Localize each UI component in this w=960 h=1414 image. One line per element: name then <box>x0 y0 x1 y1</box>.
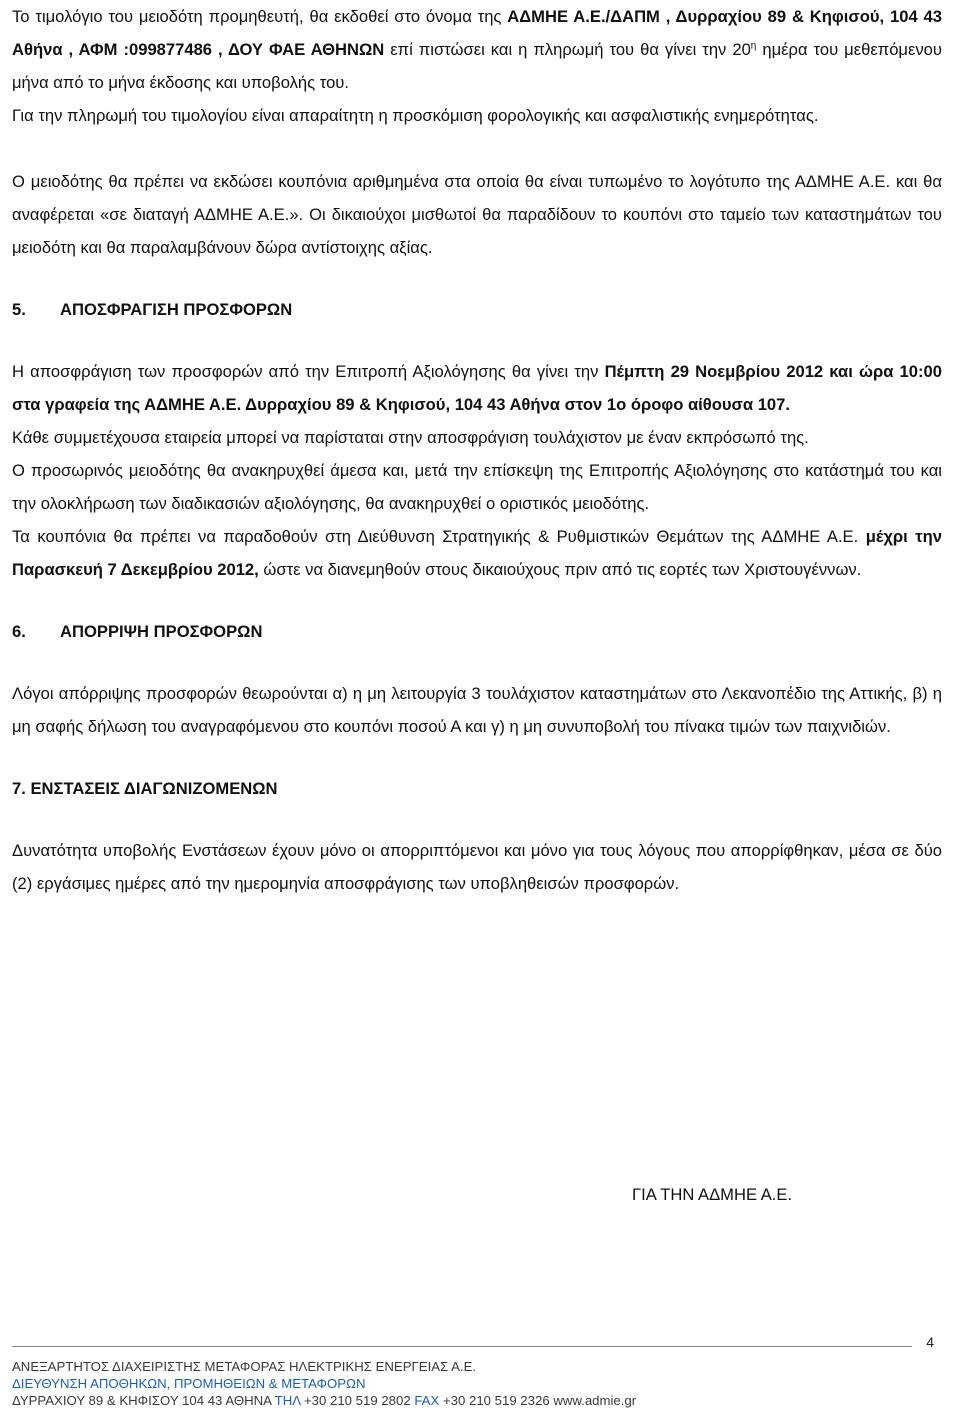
delivery-paragraph <box>12 520 942 586</box>
opening-paragraph <box>12 355 942 421</box>
coupons-paragraph: Ο μειοδότης θα πρέπει να εκδώσει κουπόνια αριθμημένα στα οποία θα είναι τυπωμένο το λογότυπο της ΑΔΜΗΕ Α.Ε. και θα αναφέρεται «σε διαταγή ΑΔΜΗΕ Α.Ε.». Οι δικαιούχοι μισθωτοί θα παραδίδουν το κουπόνι στο ταμείο των καταστημάτων του μειοδότη και θα παραλαμβάνουν δώρα αντίστοιχης αξίας. <box>12 172 942 257</box>
objections-paragraph: Δυνατότητα υποβολής Ενστάσεων έχουν μόνο οι απορριπτόμενοι και μόνο για τους λόγους που απορρίφθηκαν, μέσα σε δύο (2) εργάσιμες ημέρες από την ημερομηνία αποσφράγισης των υποβληθεισών προσφορών. <box>12 841 942 893</box>
footer-fax-label: FAX <box>414 1393 440 1408</box>
signature-block: ΓΙΑ ΤΗΝ ΑΔΜΗΕ Α.Ε. <box>632 1185 793 1204</box>
footer-tel-label: ΤΗΛ <box>274 1393 301 1408</box>
delivery-text-2: ώστε να διανεμηθούν στους δικαιούχους πριν από τις εορτές των Χριστουγέννων. <box>258 560 862 579</box>
footer-tel: +30 210 519 2802 <box>300 1393 415 1408</box>
invoice-text: Το τιμολόγιο του μειοδότη προμηθευτή, θα εκδοθεί στο όνομα της <box>12 7 508 26</box>
footer-divider <box>12 1346 912 1347</box>
section-7-heading: 7. ΕΝΣΤΑΣΕΙΣ ΔΙΑΓΩΝΙΖΟΜΕΝΩΝ <box>12 779 278 798</box>
document-page <box>12 0 942 900</box>
section-6-title: ΑΠΟΡΡΙΨΗ ΠΡΟΣΦΟΡΩΝ <box>60 622 263 641</box>
invoice-paragraph <box>12 0 942 99</box>
footer-address: ΔΥΡΡΑΧΙΟΥ 89 & ΚΗΦΙΣΟΥ 104 43 ΑΘΗΝΑ <box>12 1393 275 1408</box>
rejection-paragraph: Λόγοι απόρριψης προσφορών θεωρούνται α) η μη λειτουργία 3 τουλάχιστον καταστημάτων στο Λεκανοπέδιο της Αττικής, β) η μη σαφής δήλωση του αναγραφόμενου στο κουπόνι ποσού Α και γ) η μη συνυποβολή του πίνακα τιμών των παιχνιδιών. <box>12 684 942 736</box>
page-number: 4 <box>926 1334 934 1350</box>
section-6-heading <box>12 615 942 648</box>
opening-text: Η αποσφράγιση των προσφορών από την Επιτροπή Αξιολόγησης θα γίνει την <box>12 362 605 381</box>
invoice-text-2: επί πιστώσει και η πληρωμή του θα γίνει την 20 <box>384 40 751 59</box>
footer-department: ΔΙΕΥΘΥΝΣΗ ΑΠΟΘΗΚΩΝ, ΠΡΟΜΗΘΕΙΩΝ & ΜΕΤΑΦΟΡΩΝ <box>12 1376 366 1391</box>
ordinal-superscript: η <box>750 40 757 52</box>
section-5-heading <box>12 293 942 326</box>
delivery-deadline: μέχρι την Παρασκευή 7 Δεκεμβρίου 2012, <box>12 527 942 579</box>
opening-date-location: Πέμπτη 29 Νοεμβρίου 2012 και ώρα 10:00 στα γραφεία της ΑΔΜΗΕ Α.Ε. Δυρραχίου 89 & Κηφισού, 104 43 Αθήνα στον 1ο όροφο αίθουσα 107. <box>12 362 943 414</box>
footer-text <box>12 1358 636 1409</box>
section-6-number: 6. <box>12 622 26 641</box>
provisional-bidder-paragraph: Ο προσωρινός μειοδότης θα ανακηρυχθεί άμεσα και, μετά την επίσκεψη της Επιτροπής Αξιολόγησης στο κατάστημά του και την ολοκλήρωση των διαδικασιών αξιολόγησης, θα ανακηρυχθεί ο οριστικός μειοδότης. <box>12 461 942 513</box>
section-5-number: 5. <box>12 300 26 319</box>
invoice-company-details: ΑΔΜΗΕ Α.Ε./ΔΑΠΜ , Δυρραχίου 89 & Κηφισού, 104 43 Αθήνα , ΑΦΜ :099877486 , ΔΟΥ ΦΑΕ ΑΘΗΝΩΝ <box>12 7 942 59</box>
payment-paragraph: Για την πληρωμή του τιμολογίου είναι απαραίτητη η προσκόμιση φορολογικής και ασφαλιστικής ενημερότητας. <box>12 106 819 125</box>
invoice-text-3: ημέρα του μεθεπόμενου μήνα από το μήνα έκδοσης και υποβολής του. <box>12 40 942 92</box>
footer-fax-web: +30 210 519 2326 www.admie.gr <box>439 1393 637 1408</box>
representative-paragraph: Κάθε συμμετέχουσα εταιρεία μπορεί να παρίσταται στην αποσφράγιση τουλάχιστον με έναν εκπρόσωπό της. <box>12 428 809 447</box>
footer-organization: ΑΝΕΞΑΡΤΗΤΟΣ ΔΙΑΧΕΙΡΙΣΤΗΣ ΜΕΤΑΦΟΡΑΣ ΗΛΕΚΤΡΙΚΗΣ ΕΝΕΡΓΕΙΑΣ Α.Ε. <box>12 1359 477 1374</box>
delivery-text: Τα κουπόνια θα πρέπει να παραδοθούν στη Διεύθυνση Στρατηγικής & Ρυθμιστικών Θεμάτων της ΑΔΜΗΕ Α.Ε. <box>12 527 866 546</box>
footer-contact <box>12 1392 636 1409</box>
section-5-title: ΑΠΟΣΦΡΑΓΙΣΗ ΠΡΟΣΦΟΡΩΝ <box>60 300 293 319</box>
